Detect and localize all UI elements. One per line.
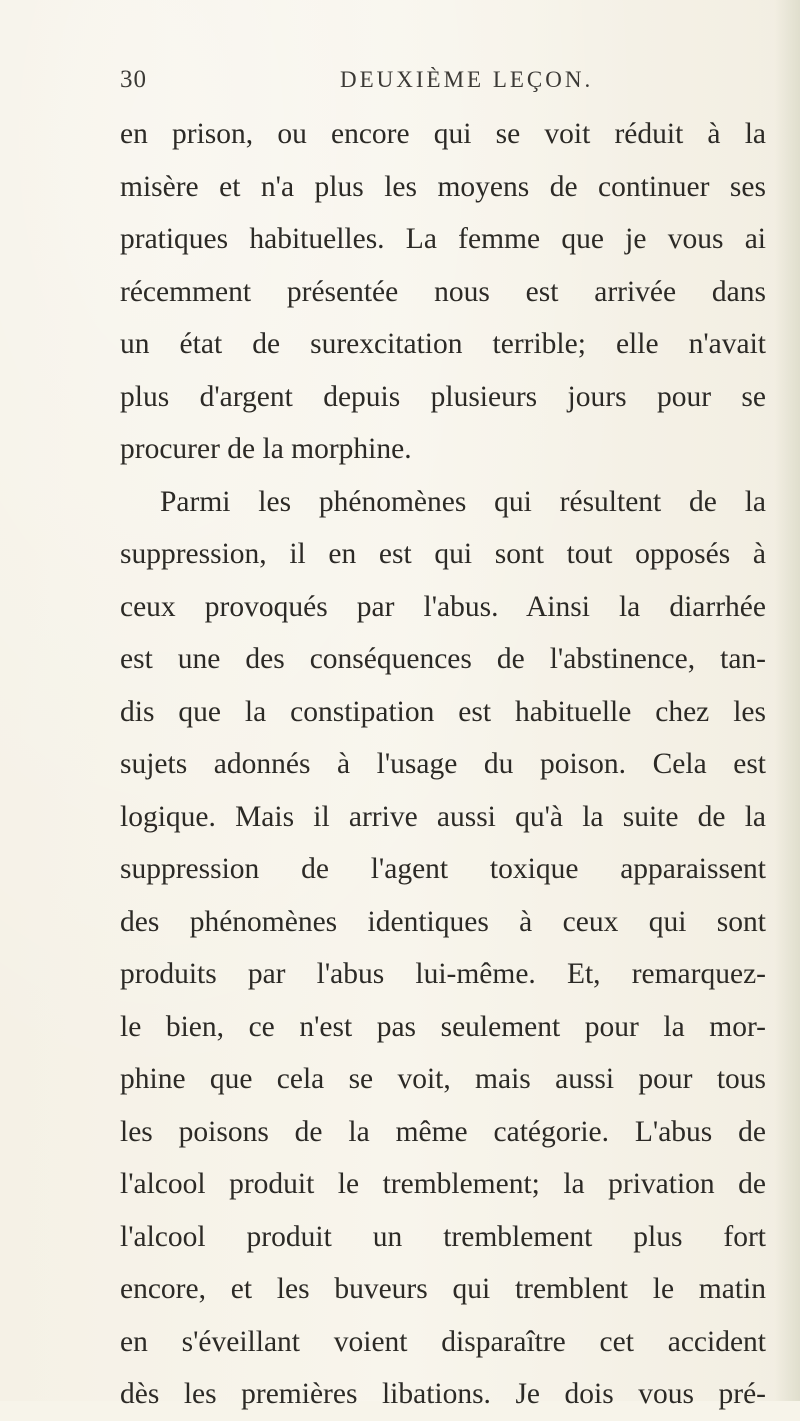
body-text bbox=[120, 108, 766, 1421]
text-line: dès les premières libations. Je dois vous pré- bbox=[120, 1378, 766, 1410]
text-line: Parmi les phénomènes qui résultent de la bbox=[160, 485, 766, 518]
running-head: DEUXIÈME LEÇON. bbox=[340, 67, 594, 92]
page-number: 30 bbox=[120, 66, 147, 93]
text-line: produits par l'abus lui-même. Et, remarquez- bbox=[120, 958, 766, 990]
text-line: ceux provoqués par l'abus. Ainsi la diarrhée bbox=[120, 590, 766, 623]
text-line: phine que cela se voit, mais aussi pour tous bbox=[120, 1063, 766, 1095]
text-line: logique. Mais il arrive aussi qu'à la suite de la bbox=[120, 800, 766, 833]
text-line: est une des conséquences de l'abstinence, tan- bbox=[120, 643, 766, 675]
text-line: procurer de la morphine. bbox=[120, 433, 412, 465]
text-line: suppression de l'agent toxique apparaissent bbox=[120, 853, 766, 885]
text-line: pratiques habituelles. La femme que je vous ai bbox=[120, 223, 766, 255]
text-line: des phénomènes identiques à ceux qui sont bbox=[120, 905, 766, 938]
text-line: sujets adonnés à l'usage du poison. Cela est bbox=[120, 748, 766, 780]
text-line: le bien, ce n'est pas seulement pour la mor- bbox=[120, 1010, 766, 1043]
text-line: l'alcool produit le tremblement; la privation de bbox=[120, 1168, 766, 1200]
page-header bbox=[0, 66, 800, 106]
text-line: en s'éveillant voient disparaître cet accident bbox=[120, 1325, 766, 1358]
text-line: misère et n'a plus les moyens de continuer ses bbox=[120, 170, 766, 203]
text-line: suppression, il en est qui sont tout opposés à bbox=[120, 538, 766, 570]
page-edge-shadow bbox=[774, 0, 800, 1401]
text-line: encore, et les buveurs qui tremblent le matin bbox=[120, 1273, 766, 1305]
text-line: en prison, ou encore qui se voit réduit à la bbox=[120, 118, 766, 150]
text-line: dis que la constipation est habituelle chez les bbox=[120, 695, 766, 728]
text-line: récemment présentée nous est arrivée dans bbox=[120, 275, 766, 308]
text-line: un état de surexcitation terrible; elle n'avait bbox=[120, 328, 766, 360]
text-line: l'alcool produit un tremblement plus fort bbox=[120, 1220, 766, 1253]
text-line: les poisons de la même catégorie. L'abus de bbox=[120, 1115, 766, 1148]
text-line: plus d'argent depuis plusieurs jours pour se bbox=[120, 380, 766, 413]
